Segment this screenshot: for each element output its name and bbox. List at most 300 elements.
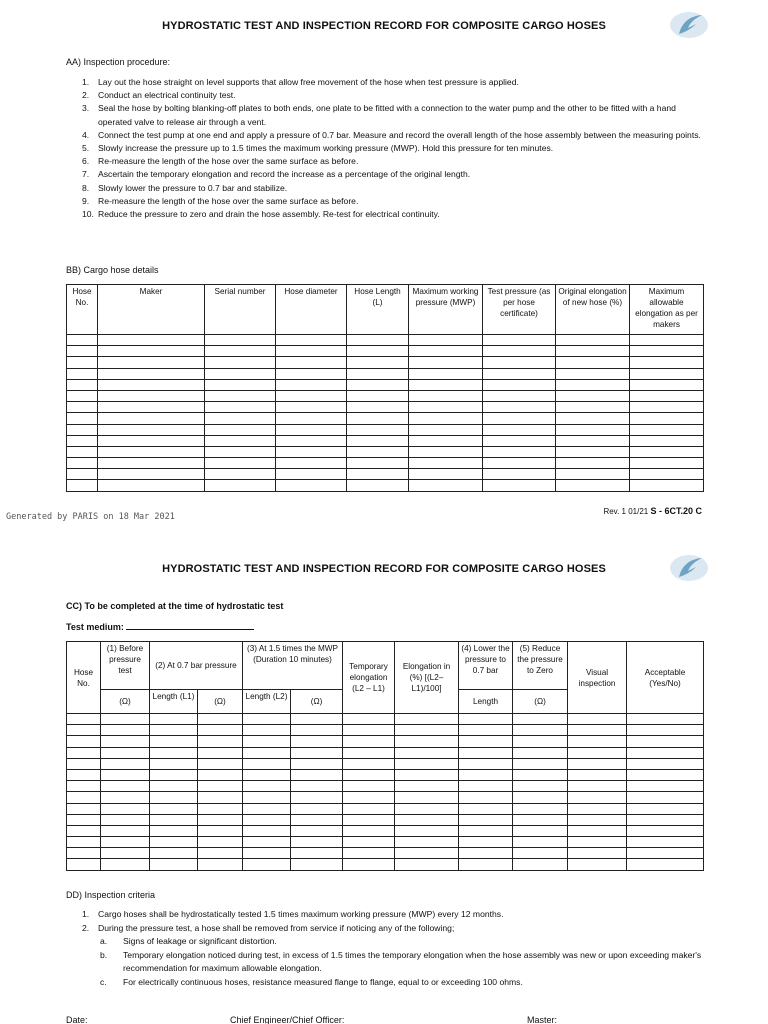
- table-cell[interactable]: [347, 469, 409, 480]
- table-cell[interactable]: [409, 379, 483, 390]
- table-cell[interactable]: [347, 357, 409, 368]
- table-cell[interactable]: [67, 390, 98, 401]
- table-cell[interactable]: [343, 814, 395, 825]
- table-cell[interactable]: [513, 758, 568, 769]
- table-cell[interactable]: [556, 469, 630, 480]
- table-cell[interactable]: [150, 859, 198, 870]
- table-cell[interactable]: [568, 725, 627, 736]
- table-cell[interactable]: [483, 435, 556, 446]
- table-cell[interactable]: [198, 837, 243, 848]
- table-cell[interactable]: [343, 837, 395, 848]
- table-cell[interactable]: [409, 346, 483, 357]
- table-cell[interactable]: [198, 758, 243, 769]
- table-cell[interactable]: [205, 480, 276, 491]
- table-cell[interactable]: [205, 335, 276, 346]
- table-cell[interactable]: [568, 814, 627, 825]
- table-cell[interactable]: [101, 803, 150, 814]
- table-cell[interactable]: [347, 435, 409, 446]
- table-cell[interactable]: [343, 747, 395, 758]
- table-cell[interactable]: [291, 837, 343, 848]
- table-cell[interactable]: [395, 781, 459, 792]
- table-cell[interactable]: [98, 390, 205, 401]
- table-cell[interactable]: [343, 859, 395, 870]
- table-cell[interactable]: [395, 859, 459, 870]
- details-col-header: Test pressure (as per hose certificate): [483, 285, 556, 335]
- table-cell[interactable]: [630, 480, 704, 491]
- table-cell[interactable]: [276, 469, 347, 480]
- table-cell[interactable]: [67, 335, 98, 346]
- table-cell[interactable]: [98, 413, 205, 424]
- table-cell[interactable]: [67, 859, 101, 870]
- table-cell[interactable]: [243, 792, 291, 803]
- table-cell[interactable]: [150, 814, 198, 825]
- table-cell[interactable]: [101, 769, 150, 780]
- table-cell[interactable]: [67, 848, 101, 859]
- table-cell[interactable]: [343, 725, 395, 736]
- table-row: [67, 814, 704, 825]
- table-cell[interactable]: [291, 714, 343, 725]
- table-cell[interactable]: [276, 335, 347, 346]
- table-cell[interactable]: [483, 335, 556, 346]
- table-cell[interactable]: [483, 357, 556, 368]
- table-cell[interactable]: [459, 758, 513, 769]
- table-cell[interactable]: [276, 357, 347, 368]
- table-cell[interactable]: [98, 379, 205, 390]
- table-cell[interactable]: [67, 402, 98, 413]
- table-cell[interactable]: [150, 825, 198, 836]
- table-cell[interactable]: [627, 837, 704, 848]
- table-cell[interactable]: [101, 714, 150, 725]
- table-cell[interactable]: [459, 792, 513, 803]
- table-cell[interactable]: [395, 747, 459, 758]
- table-cell[interactable]: [150, 758, 198, 769]
- table-cell[interactable]: [101, 859, 150, 870]
- table-cell[interactable]: [205, 368, 276, 379]
- table-cell[interactable]: [556, 458, 630, 469]
- table-cell[interactable]: [101, 736, 150, 747]
- table-cell[interactable]: [347, 368, 409, 379]
- table-cell[interactable]: [459, 769, 513, 780]
- table-cell[interactable]: [291, 825, 343, 836]
- table-cell[interactable]: [459, 825, 513, 836]
- table-cell[interactable]: [347, 346, 409, 357]
- table-cell[interactable]: [67, 814, 101, 825]
- table-cell[interactable]: [513, 714, 568, 725]
- table-cell[interactable]: [291, 848, 343, 859]
- table-cell[interactable]: [276, 458, 347, 469]
- table-cell[interactable]: [276, 480, 347, 491]
- table-cell[interactable]: [556, 446, 630, 457]
- table-cell[interactable]: [101, 781, 150, 792]
- table-cell[interactable]: [198, 859, 243, 870]
- table-cell[interactable]: [395, 736, 459, 747]
- table-cell[interactable]: [98, 458, 205, 469]
- table-cell[interactable]: [67, 458, 98, 469]
- table-cell[interactable]: [67, 781, 101, 792]
- table-cell[interactable]: [627, 792, 704, 803]
- table-cell[interactable]: [67, 413, 98, 424]
- table-cell[interactable]: [291, 803, 343, 814]
- table-cell[interactable]: [343, 825, 395, 836]
- table-cell[interactable]: [243, 736, 291, 747]
- table-cell[interactable]: [630, 446, 704, 457]
- table-cell[interactable]: [630, 346, 704, 357]
- table-cell[interactable]: [568, 781, 627, 792]
- table-cell[interactable]: [556, 413, 630, 424]
- table-cell[interactable]: [150, 803, 198, 814]
- table-cell[interactable]: [556, 435, 630, 446]
- table-cell[interactable]: [101, 814, 150, 825]
- table-cell[interactable]: [67, 357, 98, 368]
- table-cell[interactable]: [343, 792, 395, 803]
- table-cell[interactable]: [483, 368, 556, 379]
- table-cell[interactable]: [276, 413, 347, 424]
- table-cell[interactable]: [347, 458, 409, 469]
- table-cell[interactable]: [101, 758, 150, 769]
- table-cell[interactable]: [343, 714, 395, 725]
- table-cell[interactable]: [513, 792, 568, 803]
- table-cell[interactable]: [243, 859, 291, 870]
- table-cell[interactable]: [459, 725, 513, 736]
- table-cell[interactable]: [395, 825, 459, 836]
- table-cell[interactable]: [556, 335, 630, 346]
- table-cell[interactable]: [67, 747, 101, 758]
- table-cell[interactable]: [568, 848, 627, 859]
- table-cell[interactable]: [513, 859, 568, 870]
- table-cell[interactable]: [459, 747, 513, 758]
- table-cell[interactable]: [395, 837, 459, 848]
- table-cell[interactable]: [513, 837, 568, 848]
- table-cell[interactable]: [150, 714, 198, 725]
- table-cell[interactable]: [459, 859, 513, 870]
- table-cell[interactable]: [67, 837, 101, 848]
- table-cell[interactable]: [67, 825, 101, 836]
- table-cell[interactable]: [395, 725, 459, 736]
- table-cell[interactable]: [630, 435, 704, 446]
- table-cell[interactable]: [459, 714, 513, 725]
- table-cell[interactable]: [483, 379, 556, 390]
- table-cell[interactable]: [347, 446, 409, 457]
- table-cell[interactable]: [150, 747, 198, 758]
- table-cell[interactable]: [409, 390, 483, 401]
- table-cell[interactable]: [513, 736, 568, 747]
- table-cell[interactable]: [98, 402, 205, 413]
- table-cell[interactable]: [409, 335, 483, 346]
- table-cell[interactable]: [67, 769, 101, 780]
- table-cell[interactable]: [243, 803, 291, 814]
- table-cell[interactable]: [98, 346, 205, 357]
- table-cell[interactable]: [343, 803, 395, 814]
- table-cell[interactable]: [276, 424, 347, 435]
- table-cell[interactable]: [205, 469, 276, 480]
- table-cell[interactable]: [67, 446, 98, 457]
- table-cell[interactable]: [483, 424, 556, 435]
- table-cell[interactable]: [630, 368, 704, 379]
- table-cell[interactable]: [150, 769, 198, 780]
- table-cell[interactable]: [627, 769, 704, 780]
- table-cell[interactable]: [343, 758, 395, 769]
- table-cell[interactable]: [627, 848, 704, 859]
- table-cell[interactable]: [101, 792, 150, 803]
- table-cell[interactable]: [243, 837, 291, 848]
- table-cell[interactable]: [276, 402, 347, 413]
- table-cell[interactable]: [627, 725, 704, 736]
- table-cell[interactable]: [409, 357, 483, 368]
- table-cell[interactable]: [67, 346, 98, 357]
- table-cell[interactable]: [347, 390, 409, 401]
- table-cell[interactable]: [198, 725, 243, 736]
- table-cell[interactable]: [205, 424, 276, 435]
- table-cell[interactable]: [198, 781, 243, 792]
- table-cell[interactable]: [568, 747, 627, 758]
- table-cell[interactable]: [291, 792, 343, 803]
- table-cell[interactable]: [483, 469, 556, 480]
- table-cell[interactable]: [343, 848, 395, 859]
- table-cell[interactable]: [513, 848, 568, 859]
- table-cell[interactable]: [568, 825, 627, 836]
- table-cell[interactable]: [198, 848, 243, 859]
- table-cell[interactable]: [67, 792, 101, 803]
- table-cell[interactable]: [198, 825, 243, 836]
- table-cell[interactable]: [101, 848, 150, 859]
- table-cell[interactable]: [409, 413, 483, 424]
- table-cell[interactable]: [343, 769, 395, 780]
- table-cell[interactable]: [483, 390, 556, 401]
- table-cell[interactable]: [205, 390, 276, 401]
- table-cell[interactable]: [483, 346, 556, 357]
- table-cell[interactable]: [98, 424, 205, 435]
- table-cell[interactable]: [243, 848, 291, 859]
- table-cell[interactable]: [395, 769, 459, 780]
- table-cell[interactable]: [483, 413, 556, 424]
- table-cell[interactable]: [291, 814, 343, 825]
- table-cell[interactable]: [513, 769, 568, 780]
- table-cell[interactable]: [150, 736, 198, 747]
- table-cell[interactable]: [627, 859, 704, 870]
- table-cell[interactable]: [98, 435, 205, 446]
- table-cell[interactable]: [243, 714, 291, 725]
- table-cell[interactable]: [556, 368, 630, 379]
- table-cell[interactable]: [627, 803, 704, 814]
- table-cell[interactable]: [395, 848, 459, 859]
- table-cell[interactable]: [205, 379, 276, 390]
- table-cell[interactable]: [483, 402, 556, 413]
- table-cell[interactable]: [630, 469, 704, 480]
- table-cell[interactable]: [198, 792, 243, 803]
- table-cell[interactable]: [409, 469, 483, 480]
- table-cell[interactable]: [98, 480, 205, 491]
- table-cell[interactable]: [483, 458, 556, 469]
- table-cell[interactable]: [513, 725, 568, 736]
- table-cell[interactable]: [205, 446, 276, 457]
- table-cell[interactable]: [395, 714, 459, 725]
- table-cell[interactable]: [568, 803, 627, 814]
- table-cell[interactable]: [243, 725, 291, 736]
- table-cell[interactable]: [205, 413, 276, 424]
- table-cell[interactable]: [67, 714, 101, 725]
- table-cell[interactable]: [459, 837, 513, 848]
- table-cell[interactable]: [343, 736, 395, 747]
- table-cell[interactable]: [198, 714, 243, 725]
- table-cell[interactable]: [409, 368, 483, 379]
- table-cell[interactable]: [67, 368, 98, 379]
- table-cell[interactable]: [395, 803, 459, 814]
- table-cell[interactable]: [556, 346, 630, 357]
- table-cell[interactable]: [459, 814, 513, 825]
- table-cell[interactable]: [198, 803, 243, 814]
- table-cell[interactable]: [568, 736, 627, 747]
- table-cell[interactable]: [395, 792, 459, 803]
- table-cell[interactable]: [627, 736, 704, 747]
- table-cell[interactable]: [98, 335, 205, 346]
- table-cell[interactable]: [627, 747, 704, 758]
- table-cell[interactable]: [630, 402, 704, 413]
- table-cell[interactable]: [513, 803, 568, 814]
- table-cell[interactable]: [150, 848, 198, 859]
- table-cell[interactable]: [243, 814, 291, 825]
- table-cell[interactable]: [630, 335, 704, 346]
- table-cell[interactable]: [395, 758, 459, 769]
- table-row: [67, 837, 704, 848]
- table-cell[interactable]: [276, 346, 347, 357]
- inspection-criteria-heading: DD) Inspection criteria: [66, 890, 156, 900]
- table-cell[interactable]: [205, 357, 276, 368]
- table-cell[interactable]: [243, 769, 291, 780]
- table-cell[interactable]: [276, 390, 347, 401]
- table-cell[interactable]: [205, 402, 276, 413]
- table-cell[interactable]: [483, 446, 556, 457]
- table-cell[interactable]: [347, 379, 409, 390]
- table-cell[interactable]: [627, 758, 704, 769]
- table-cell[interactable]: [568, 769, 627, 780]
- table-cell[interactable]: [630, 357, 704, 368]
- table-cell[interactable]: [205, 435, 276, 446]
- table-cell[interactable]: [67, 736, 101, 747]
- table-cell[interactable]: [243, 781, 291, 792]
- table-cell[interactable]: [67, 424, 98, 435]
- table-cell[interactable]: [98, 357, 205, 368]
- table-cell[interactable]: [347, 424, 409, 435]
- table-cell[interactable]: [101, 837, 150, 848]
- table-cell[interactable]: [627, 825, 704, 836]
- table-cell[interactable]: [67, 803, 101, 814]
- table-cell[interactable]: [67, 480, 98, 491]
- table-cell[interactable]: [556, 379, 630, 390]
- table-cell[interactable]: [67, 758, 101, 769]
- table-cell[interactable]: [67, 379, 98, 390]
- table-cell[interactable]: [483, 480, 556, 491]
- table-cell[interactable]: [150, 837, 198, 848]
- table-cell[interactable]: [243, 825, 291, 836]
- table-cell[interactable]: [198, 736, 243, 747]
- table-cell[interactable]: [343, 781, 395, 792]
- table-cell[interactable]: [409, 458, 483, 469]
- table-cell[interactable]: [347, 335, 409, 346]
- table-cell[interactable]: [395, 814, 459, 825]
- table-cell[interactable]: [409, 402, 483, 413]
- table-cell[interactable]: [276, 368, 347, 379]
- table-cell[interactable]: [513, 781, 568, 792]
- table-cell[interactable]: [556, 424, 630, 435]
- table-cell[interactable]: [568, 758, 627, 769]
- table-cell[interactable]: [630, 458, 704, 469]
- table-cell[interactable]: [291, 747, 343, 758]
- table-cell[interactable]: [98, 368, 205, 379]
- table-cell[interactable]: [627, 781, 704, 792]
- table-cell[interactable]: [67, 435, 98, 446]
- table-cell[interactable]: [150, 725, 198, 736]
- table-cell[interactable]: [291, 758, 343, 769]
- table-cell[interactable]: [347, 402, 409, 413]
- table-cell[interactable]: [568, 714, 627, 725]
- table-cell[interactable]: [347, 413, 409, 424]
- table-cell[interactable]: [630, 424, 704, 435]
- table-cell[interactable]: [459, 848, 513, 859]
- table-cell[interactable]: [198, 814, 243, 825]
- table-cell[interactable]: [205, 458, 276, 469]
- table-cell[interactable]: [205, 346, 276, 357]
- table-cell[interactable]: [513, 814, 568, 825]
- table-cell[interactable]: [291, 781, 343, 792]
- table-cell[interactable]: [291, 769, 343, 780]
- table-cell[interactable]: [67, 725, 101, 736]
- table-cell[interactable]: [243, 747, 291, 758]
- table-cell[interactable]: [630, 379, 704, 390]
- table-cell[interactable]: [409, 446, 483, 457]
- table-cell[interactable]: [513, 747, 568, 758]
- table-cell[interactable]: [276, 446, 347, 457]
- table-cell[interactable]: [409, 424, 483, 435]
- table-cell[interactable]: [513, 825, 568, 836]
- table-cell[interactable]: [568, 792, 627, 803]
- table-cell[interactable]: [101, 747, 150, 758]
- table-cell[interactable]: [347, 480, 409, 491]
- table-cell[interactable]: [459, 803, 513, 814]
- table-cell[interactable]: [627, 714, 704, 725]
- table-cell[interactable]: [98, 446, 205, 457]
- table-cell[interactable]: [291, 725, 343, 736]
- table-cell[interactable]: [630, 413, 704, 424]
- table-cell[interactable]: [101, 825, 150, 836]
- table-cell[interactable]: [67, 469, 98, 480]
- table-cell[interactable]: [98, 469, 205, 480]
- table-cell[interactable]: [556, 480, 630, 491]
- table-cell[interactable]: [150, 792, 198, 803]
- table-cell[interactable]: [556, 357, 630, 368]
- table-cell[interactable]: [556, 390, 630, 401]
- table-cell[interactable]: [459, 736, 513, 747]
- table-cell[interactable]: [276, 379, 347, 390]
- table-cell[interactable]: [409, 480, 483, 491]
- table-cell[interactable]: [568, 859, 627, 870]
- table-cell[interactable]: [556, 402, 630, 413]
- table-cell[interactable]: [101, 725, 150, 736]
- table-cell[interactable]: [459, 781, 513, 792]
- table-cell[interactable]: [630, 390, 704, 401]
- table-cell[interactable]: [198, 747, 243, 758]
- table-cell[interactable]: [291, 859, 343, 870]
- test-medium-input-line[interactable]: [126, 621, 254, 630]
- table-cell[interactable]: [150, 781, 198, 792]
- table-cell[interactable]: [198, 769, 243, 780]
- table-cell[interactable]: [627, 814, 704, 825]
- table-cell[interactable]: [409, 435, 483, 446]
- table-cell[interactable]: [243, 758, 291, 769]
- table-cell[interactable]: [276, 435, 347, 446]
- col-reduce-pressure: (5) Reduce the pressure to Zero: [513, 642, 568, 690]
- table-cell[interactable]: [291, 736, 343, 747]
- table-cell[interactable]: [568, 837, 627, 848]
